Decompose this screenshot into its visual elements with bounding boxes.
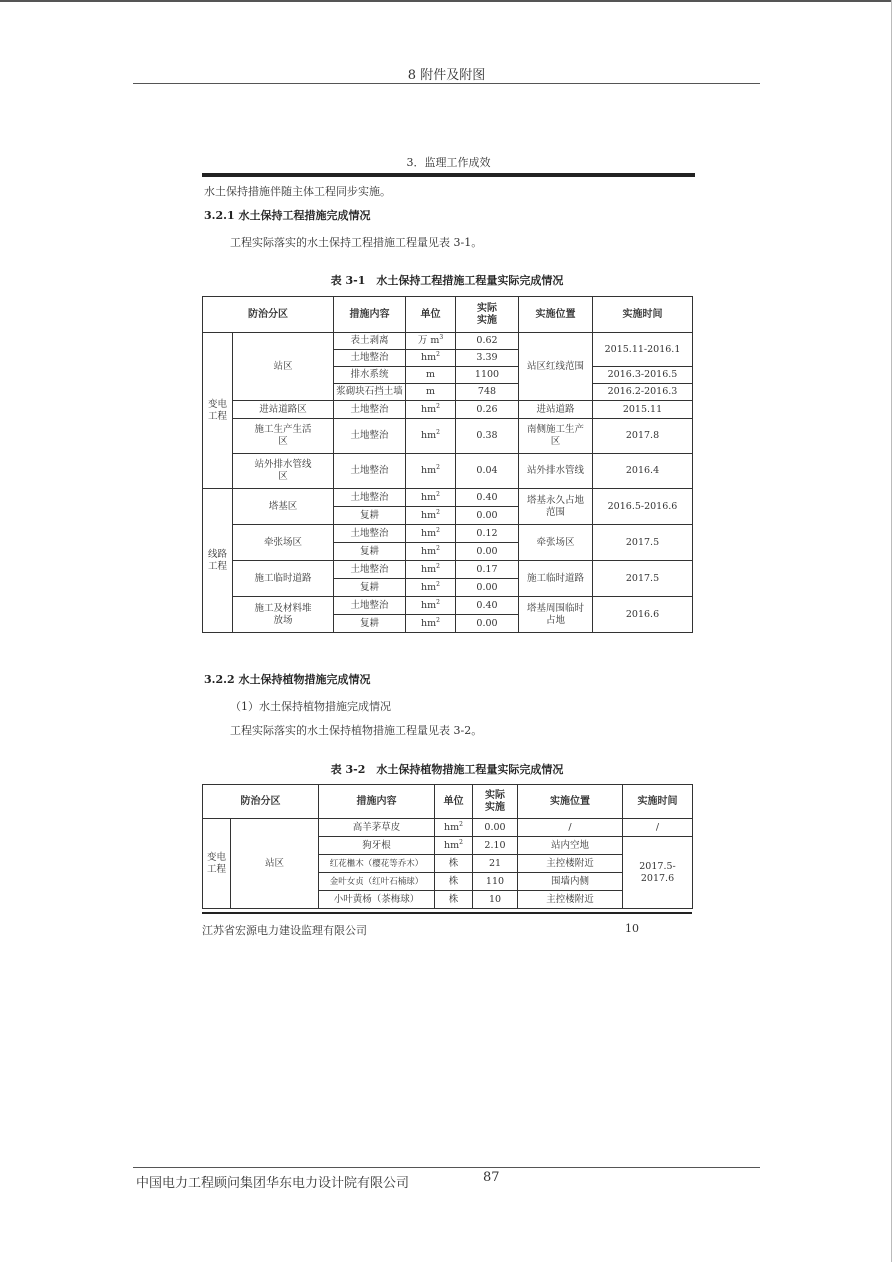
t1-unit: $hm^2$	[406, 561, 456, 579]
page-header-title: 8 附件及附图	[407, 68, 486, 83]
t1-unit: $hm^2$	[406, 615, 456, 633]
t2-time-merged: 2017.5-2017.6	[623, 837, 693, 909]
t1-location: 牵张场区	[519, 525, 593, 561]
t1-unit: $hm^2$	[406, 419, 456, 454]
t1-measure: 土地整治	[334, 454, 406, 489]
t1-measure: 复耕	[334, 579, 406, 597]
t2-value: 10	[473, 891, 518, 909]
t1-group-substation: 变电 工程	[203, 333, 233, 489]
t1-measure: 土地整治	[334, 525, 406, 543]
t2-location: 围墙内侧	[518, 873, 623, 891]
t1-value: 748	[456, 384, 519, 401]
t1-value: 0.00	[456, 579, 519, 597]
t2-measure: 狗牙根	[319, 837, 435, 855]
t1-header-measure: 措施内容	[334, 297, 406, 333]
t1-header-unit: 单位	[406, 297, 456, 333]
section-title: 3．监理工作成效	[406, 156, 491, 169]
t1-time: 2017.5	[593, 525, 693, 561]
t1-value: 0.38	[456, 419, 519, 454]
t1-unit: $hm^2$	[406, 489, 456, 507]
t2-unit: 株	[435, 891, 473, 909]
t1-value: 0.40	[456, 597, 519, 615]
t1-zone: 站区	[233, 333, 334, 401]
t1-unit: m	[406, 367, 456, 384]
t1-location: 施工临时道路	[519, 561, 593, 597]
section-intro: 水土保持措施伴随主体工程同步实施。	[204, 185, 391, 198]
inner-footer-rule	[202, 912, 692, 914]
t1-unit: $hm^2$	[406, 543, 456, 561]
inner-footer-page: 10	[625, 922, 639, 935]
t1-location: 站区红线范围	[519, 333, 593, 401]
t1-value: 3.39	[456, 350, 519, 367]
t1-measure: 土地整治	[334, 350, 406, 367]
t1-time: 2016.4	[593, 454, 693, 489]
t1-unit: $hm^2$	[406, 579, 456, 597]
table-3-2	[202, 784, 693, 909]
t2-group-substation: 变电 工程	[203, 819, 231, 909]
t1-measure: 排水系统	[334, 367, 406, 384]
t1-value: 0.40	[456, 489, 519, 507]
t1-location: 南侧施工生产 区	[519, 419, 593, 454]
t1-value: 0.04	[456, 454, 519, 489]
t2-measure: 小叶黄杨（茶梅球）	[319, 891, 435, 909]
t1-time: 2016.2-2016.3	[593, 384, 693, 401]
heading-3-2-2: 3.2.2 水土保持植物措施完成情况	[204, 673, 371, 686]
t1-measure: 复耕	[334, 615, 406, 633]
t1-unit: $hm^2$	[406, 350, 456, 367]
t1-unit: 万 $m^3$	[406, 333, 456, 350]
t1-zone: 进站道路区	[233, 401, 334, 419]
t1-measure: 土地整治	[334, 597, 406, 615]
t1-time: 2015.11-2016.1	[593, 333, 693, 367]
t1-zone: 塔基区	[233, 489, 334, 525]
t1-time: 2017.8	[593, 419, 693, 454]
t1-location: 进站道路	[519, 401, 593, 419]
t1-zone: 站外排水管线 区	[233, 454, 334, 489]
t1-unit: $hm^2$	[406, 597, 456, 615]
inner-footer-company: 江苏省宏源电力建设监理有限公司	[202, 924, 367, 937]
top-border	[0, 0, 892, 2]
t1-measure: 复耕	[334, 507, 406, 525]
heading-3-2-1: 3.2.1 水土保持工程措施完成情况	[204, 209, 371, 222]
t2-header-zone: 防治分区	[203, 785, 319, 819]
t2-unit: 株	[435, 873, 473, 891]
paragraph-3-2-1: 工程实际落实的水土保持工程措施工程量见表 3-1。	[230, 236, 483, 249]
t2-value: 0.00	[473, 819, 518, 837]
t1-value: 0.62	[456, 333, 519, 350]
t2-value: 2.10	[473, 837, 518, 855]
t1-header-location: 实施位置	[519, 297, 593, 333]
t1-header-value: 实际 实施	[456, 297, 519, 333]
t2-zone: 站区	[231, 819, 319, 909]
t2-measure: 高羊茅草皮	[319, 819, 435, 837]
paragraph-3-2-2-b: 工程实际落实的水土保持植物措施工程量见表 3-2。	[230, 724, 483, 737]
t2-unit: $hm^2$	[435, 837, 473, 855]
t1-time: 2016.5-2016.6	[593, 489, 693, 525]
page-footer-page-number: 87	[483, 1170, 500, 1185]
t1-zone: 施工生产生活 区	[233, 419, 334, 454]
t1-value: 0.12	[456, 525, 519, 543]
t2-unit: 株	[435, 855, 473, 873]
t1-location: 站外排水管线	[519, 454, 593, 489]
t2-header-time: 实施时间	[623, 785, 693, 819]
t2-header-unit: 单位	[435, 785, 473, 819]
t1-unit: m	[406, 384, 456, 401]
t2-location: 主控楼附近	[518, 855, 623, 873]
t1-unit: $hm^2$	[406, 454, 456, 489]
t2-header-measure: 措施内容	[319, 785, 435, 819]
page-footer-company: 中国电力工程顾问集团华东电力设计院有限公司	[136, 1176, 410, 1191]
t1-measure: 土地整治	[334, 489, 406, 507]
t2-value: 110	[473, 873, 518, 891]
t1-header-zone: 防治分区	[203, 297, 334, 333]
table1-caption: 表 3-1 水土保持工程措施工程量实际完成情况	[330, 274, 564, 287]
t1-unit: $hm^2$	[406, 525, 456, 543]
t2-location: /	[518, 819, 623, 837]
t1-measure: 浆砌块石挡土墙	[334, 384, 406, 401]
t1-zone: 牵张场区	[233, 525, 334, 561]
t1-measure: 土地整治	[334, 561, 406, 579]
t1-value: 0.00	[456, 507, 519, 525]
t2-header-location: 实施位置	[518, 785, 623, 819]
t1-measure: 土地整治	[334, 419, 406, 454]
t1-header-time: 实施时间	[593, 297, 693, 333]
t1-value: 0.17	[456, 561, 519, 579]
t2-header-value: 实际 实施	[473, 785, 518, 819]
t1-value: 0.00	[456, 615, 519, 633]
t1-value: 0.00	[456, 543, 519, 561]
table-3-1	[202, 296, 693, 633]
t1-unit: $hm^2$	[406, 507, 456, 525]
t1-value: 1100	[456, 367, 519, 384]
t1-time: 2016.3-2016.5	[593, 367, 693, 384]
page-footer-rule	[133, 1167, 760, 1168]
t1-zone: 施工及材料堆 放场	[233, 597, 334, 633]
t1-measure: 表土剥离	[334, 333, 406, 350]
section-thick-rule	[202, 173, 695, 177]
t2-measure: 金叶女贞（红叶石楠球）	[319, 873, 435, 891]
paragraph-3-2-2-a: （1）水土保持植物措施完成情况	[230, 700, 391, 713]
t2-unit: $hm^2$	[435, 819, 473, 837]
t1-time: 2016.6	[593, 597, 693, 633]
t1-unit: $hm^2$	[406, 401, 456, 419]
header-rule	[133, 83, 760, 84]
t1-location: 塔基周围临时 占地	[519, 597, 593, 633]
t2-location: 主控楼附近	[518, 891, 623, 909]
table2-caption: 表 3-2 水土保持植物措施工程量实际完成情况	[330, 763, 564, 776]
t1-measure: 复耕	[334, 543, 406, 561]
t1-location: 塔基永久占地 范围	[519, 489, 593, 525]
t1-value: 0.26	[456, 401, 519, 419]
t2-location: 站内空地	[518, 837, 623, 855]
t1-zone: 施工临时道路	[233, 561, 334, 597]
t1-time: 2017.5	[593, 561, 693, 597]
t2-value: 21	[473, 855, 518, 873]
t1-time: 2015.11	[593, 401, 693, 419]
t1-group-line: 线路 工程	[203, 489, 233, 633]
t2-measure: 红花檵木（樱花等乔木）	[319, 855, 435, 873]
t2-time: /	[623, 819, 693, 837]
t1-measure: 土地整治	[334, 401, 406, 419]
